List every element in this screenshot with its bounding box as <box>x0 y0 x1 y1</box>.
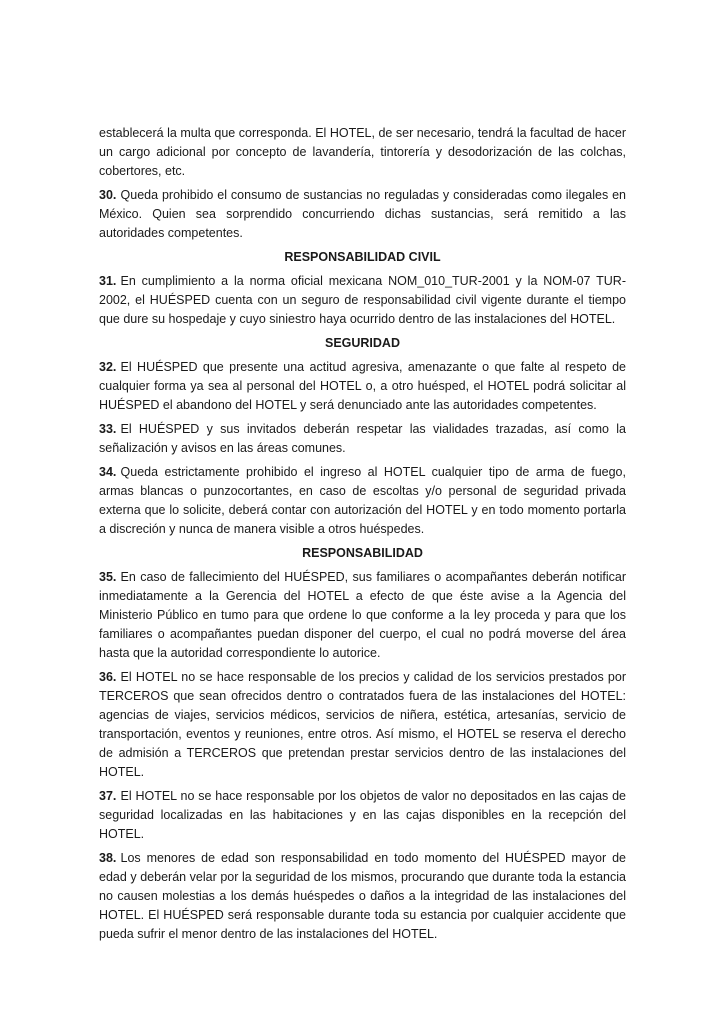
paragraph-text: El HUÉSPED y sus invitados deberán respetar las vialidades trazadas, así como la señalización y avisos en las áreas comunes. <box>99 422 626 455</box>
paragraph-32 <box>99 358 626 415</box>
paragraph-number: 31. <box>99 274 117 288</box>
paragraph-number: 34. <box>99 465 117 479</box>
paragraph-text: En caso de fallecimiento del HUÉSPED, sus familiares o acompañantes deberán notificar inmediatamente a la Gerencia del HOTEL a efecto de que éste avise a la Agencia del Ministerio Público en tumo para que ordene lo que conforme a la ley proceda y para que los familiares o acompañantes puedan disponer del cuerpo, el cual no podrá moverse del área hasta que la autoridad correspondiente lo autorice. <box>99 570 626 660</box>
section-heading-responsabilidad: RESPONSABILIDAD <box>302 546 423 560</box>
paragraph-33 <box>99 420 626 458</box>
paragraph-text: En cumplimiento a la norma oficial mexicana NOM_010_TUR-2001 y la NOM-07 TUR-2002, el HUÉSPED cuenta con un seguro de responsabilidad civil vigente durante el tiempo que dure su hospedaje y cuyo siniestro haya ocurrido dentro de las instalaciones del HOTEL. <box>99 274 626 326</box>
paragraph-38 <box>99 849 626 944</box>
paragraph-number: 35. <box>99 570 117 584</box>
paragraph-number: 32. <box>99 360 117 374</box>
paragraph-text: El HUÉSPED que presente una actitud agresiva, amenazante o que falte al respeto de cualquier forma ya sea al personal del HOTEL o, a otro huésped, el HOTEL podrá solicitar al HUÉSPED el abandono del HOTEL y será denunciado ante las autoridades competentes. <box>99 360 626 412</box>
paragraph-text: Queda estrictamente prohibido el ingreso al HOTEL cualquier tipo de arma de fuego, armas blancas o punzocortantes, en caso de escoltas y/o personal de seguridad privada externa que lo solicite, deberá contar con autorización del HOTEL y en todo momento portarla a discreción y nunca de manera visible a otros huéspedes. <box>99 465 626 536</box>
paragraph-text: Queda prohibido el consumo de sustancias no reguladas y consideradas como ilegales en México. Quien sea sorprendido concurriendo dichas sustancias, será remitido a las autoridades competentes. <box>99 188 626 240</box>
section-heading-responsabilidad-civil: RESPONSABILIDAD CIVIL <box>284 250 441 264</box>
paragraph-continuation <box>99 124 626 181</box>
paragraph-text: Los menores de edad son responsabilidad en todo momento del HUÉSPED mayor de edad y deberán velar por la seguridad de los mismos, procurando que durante toda la estancia no causen molestias a los demás huéspedes o daños a la integridad de las instalaciones del HOTEL. El HUÉSPED será responsable durante toda su estancia por cualquier accidente que pueda sufrir el menor dentro de las instalaciones del HOTEL. <box>99 851 626 941</box>
paragraph-text: El HOTEL no se hace responsable de los precios y calidad de los servicios prestados por TERCEROS que sean ofrecidos dentro o contratados fuera de las instalaciones del HOTEL: agencias de viajes, servicios médicos, servicios de niñera, estética, artesanías, servicio de transportación, eventos y reuniones, entre otros. Así mismo, el HOTEL se reserva el derecho de admisión a TERCEROS que pretendan prestar servicios dentro de las instalaciones del HOTEL. <box>99 670 626 779</box>
paragraph-37 <box>99 787 626 844</box>
paragraph-number: 37. <box>99 789 117 803</box>
paragraph-30 <box>99 186 626 243</box>
paragraph-text: establecerá la multa que corresponda. El HOTEL, de ser necesario, tendrá la facultad de hacer un cargo adicional por concepto de lavandería, tintorería y desodorización de las colchas, cobertores, etc. <box>99 126 626 178</box>
paragraph-31 <box>99 272 626 329</box>
paragraph-34 <box>99 463 626 539</box>
paragraph-number: 38. <box>99 851 117 865</box>
paragraph-number: 36. <box>99 670 117 684</box>
paragraph-35 <box>99 568 626 663</box>
paragraph-36 <box>99 668 626 782</box>
paragraph-number: 30. <box>99 188 117 202</box>
paragraph-number: 33. <box>99 422 117 436</box>
paragraph-text: El HOTEL no se hace responsable por los objetos de valor no depositados en las cajas de seguridad localizadas en las habitaciones y en las cajas disponibles en la recepción del HOTEL. <box>99 789 626 841</box>
section-heading-seguridad: SEGURIDAD <box>324 336 400 350</box>
document-content <box>99 124 626 949</box>
